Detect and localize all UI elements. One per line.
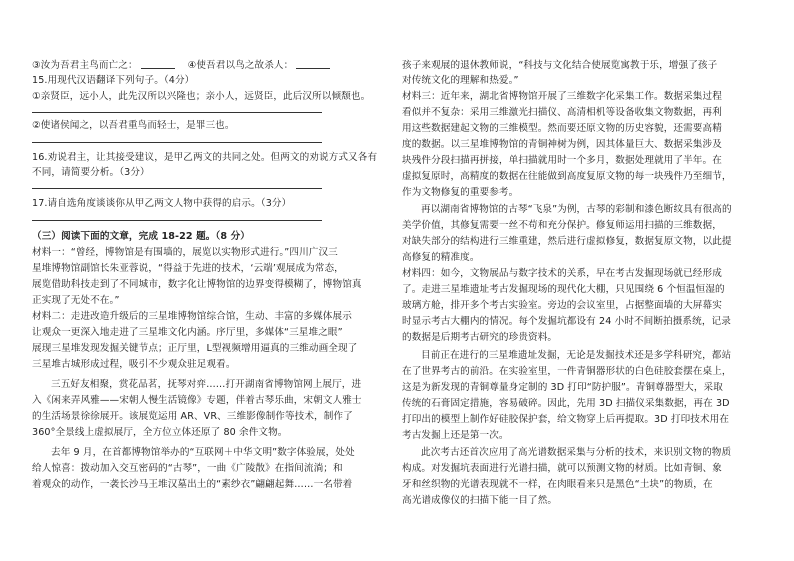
answer-line xyxy=(32,112,322,113)
material-1-line: 展览借助科技走到了不同城市，数字化让博物馆的边界变得模糊了，博物馆真 xyxy=(32,279,362,290)
material-3-line: 看似并不复杂：采用三维激光扫描仪、高清相机等设备收集文物数据，再利 xyxy=(402,107,722,118)
paragraph-line: 三五好友相聚，赏花品茗，抚琴对弈……打开湖南省博物馆网上展厅，进 xyxy=(51,379,362,390)
paragraph-line: 牙和丝织物的光谱表现就不一样，在肉眼看来只是黑色“土块”的物质，在 xyxy=(402,479,713,490)
q17: 17.请自选角度谈谈你从甲乙两文人物中获得的启示。（3分） xyxy=(32,198,292,209)
answer-line xyxy=(32,142,322,143)
material-2-line: 让观众一更深入地走进了三星堆文化内涵。序厅里，多媒体“三星堆之眼” xyxy=(32,327,343,338)
q15-title: 15.用现代汉语翻译下列句子。（4分） xyxy=(32,75,195,86)
q15-sentence-2: ②使诸侯闻之，以吾君重鸟而轻士，是罪三也。 xyxy=(32,120,235,131)
material-3-line: 材料三：近年来，湖北省博物馆开展了三维数字化采集工作。数据采集过程 xyxy=(402,91,722,102)
paragraph-line: 着观众的动作，一袭长沙马王堆汉墓出土的“素纱衣”翩翩起舞……一名带着 xyxy=(32,479,353,490)
answer-blank xyxy=(141,59,175,69)
material-4-line: 材料四：如今，文物展品与数字技术的关系，早在考古发掘现场就已经形成 xyxy=(402,268,722,279)
answer-line xyxy=(32,188,322,189)
q16-line-1: 16.劝说君主，让其接受建议，是甲乙两文的共同之处。但两文的劝说方式又各有 xyxy=(32,152,378,163)
paragraph-line: 高光谱成像仪的扫描下能一目了然。 xyxy=(402,495,558,506)
material-1-line: 正实现了无处不在。” xyxy=(32,295,120,306)
paragraph-line: 高修复的精准度。 xyxy=(402,252,480,263)
material-3-line: 度的数据。以三星堆博物馆的青铜神树为例，因其体量巨大、数据采集涉及 xyxy=(402,139,722,150)
material-3-line: 块残件分段扫描再拼接，单扫描就用时一个多月，数据处理就用了半年。在 xyxy=(402,155,722,166)
material-1-line: 材料一：“曾经，博物馆是有围墙的，展览以实物形式进行。”四川广汉三 xyxy=(32,247,338,258)
material-4-line: 的数据是后期考古研究的珍贵资料。 xyxy=(402,332,558,343)
paragraph-line: 的生活场景徐徐展开。该展览运用 AR、VR、三维影像制作等技术，制作了 xyxy=(32,411,353,422)
paragraph-line: 构成。对发掘坑表面进行光谱扫描，就可以预测文物的材质。比如青铜、象 xyxy=(402,463,722,474)
answer-line xyxy=(32,220,322,221)
material-1-line: 星堆博物馆副馆长朱亚蓉说，“得益于先进的技术，‘云端’观展成为常态， xyxy=(32,263,344,274)
paragraph-line: 打印出的模型上制作好硅胶保护套，给文物穿上后再提取。3D 打印技术用在 xyxy=(402,414,730,425)
material-4-line: 时显示考古大棚内的情况。每个发掘坑都设有 24 小时不间断拍摄系统，记录 xyxy=(402,316,731,327)
q14-items-line xyxy=(32,59,394,72)
paragraph-line: 对传统文化的理解和热爱。” xyxy=(402,75,519,86)
material-2-line: 材料二：走进改造升级后的三星堆博物馆综合馆，生动、丰富的多媒体展示 xyxy=(32,311,352,322)
paragraph-line: 这是为新发现的青铜尊量身定制的 3D 打印“防护服”。青铜尊器型大，采取 xyxy=(402,382,723,393)
paragraph-line: 此次考古还首次应用了高光谱数据采集与分析的技术，来识别文物的物质 xyxy=(421,447,732,458)
q15-sentence-1: ①亲贤臣，远小人，此先汉所以兴隆也；亲小人，远贤臣，此后汉所以倾颓也。 xyxy=(32,91,371,102)
answer-blank xyxy=(296,59,330,69)
material-3-line: 作为文物修复的重要参考。 xyxy=(402,187,519,198)
section-3-heading: （三）阅读下面的文章，完成 18-22 题。（8 分） xyxy=(32,231,250,242)
q14-item-4: ④使吾君以鸟之故杀人： xyxy=(187,60,294,71)
paragraph-line: 给人惊喜：拨动加入交互密码的“古琴”，一曲《广陵散》在指间流淌；和 xyxy=(32,463,343,474)
material-2-line: 展现三星堆发现发掘关键节点；正厅里，L型视频增用逼真的三维动画全现了 xyxy=(32,343,358,354)
material-3-line: 虚拟复原时，高精度的数据在往能做到高度复原文物的每一块残件乃至细节， xyxy=(402,171,732,182)
paragraph-line: 去年 9 月，在首都博物馆举办的“互联网＋中华文明”数字体验展，处处 xyxy=(51,447,355,458)
material-3-line: 用这些数据建起文物的三维模型。然而要还原文物的历史容貌，还需要高精 xyxy=(402,123,722,134)
paragraph-line: 孩子来观展的退休教师说，“科技与文化结合使展览寓教于乐，增强了孩子 xyxy=(402,60,718,71)
paragraph-line: 入《闲来弄风雅——宋朝人慢生活镜像》专题，伴着古琴乐曲，宋朝文人雅士 xyxy=(32,395,362,406)
paragraph-line: 考古发掘上还是第一次。 xyxy=(402,430,509,441)
paragraph-line: 美学价值，其修复需要一丝不苟和充分保护。修复师运用扫描的三维数据， xyxy=(402,220,722,231)
q14-item-3: ③汝为吾君主鸟而亡之： xyxy=(32,60,138,71)
material-2-line: 三星堆古城形成过程，吸引不少观众驻足观看。 xyxy=(32,359,236,370)
paragraph-line: 再以湖南省博物馆的古琴“飞泉”为例，古琴的彩制和漆色断纹具有很高的 xyxy=(421,204,732,215)
paragraph-line: 目前正在进行的三星堆遗址发掘，无论是发掘技术还是多学科研究，都站 xyxy=(421,350,732,361)
paragraph-line: 传统的石膏固定措施，容易破碎。因此，先用 3D 扫描仪采集数据，再在 3D xyxy=(402,398,730,409)
material-4-line: 玻璃方舱，排开多个考古实验室。旁边的会议室里，占据整面墙的大屏幕实 xyxy=(402,300,722,311)
paragraph-line: 对缺失部分的结构进行三维重建，然后进行虚拟修复，数据复原文物，以此提 xyxy=(402,236,732,247)
paragraph-line: 在了世界考古的前沿。在实验室里，一件青铜器形状的白色硅胶套摆在桌上， xyxy=(402,366,732,377)
paragraph-line: 360°全景线上虚拟展厅，全方位立体还原了 80 余件文物。 xyxy=(32,427,288,438)
q16-line-2: 不同，请简要分析。（3分） xyxy=(32,167,150,178)
material-4-line: 了。走进三星堆遗址考古发掘现场的现代化大棚，只见围绕 6 个恒温恒湿的 xyxy=(402,284,725,295)
